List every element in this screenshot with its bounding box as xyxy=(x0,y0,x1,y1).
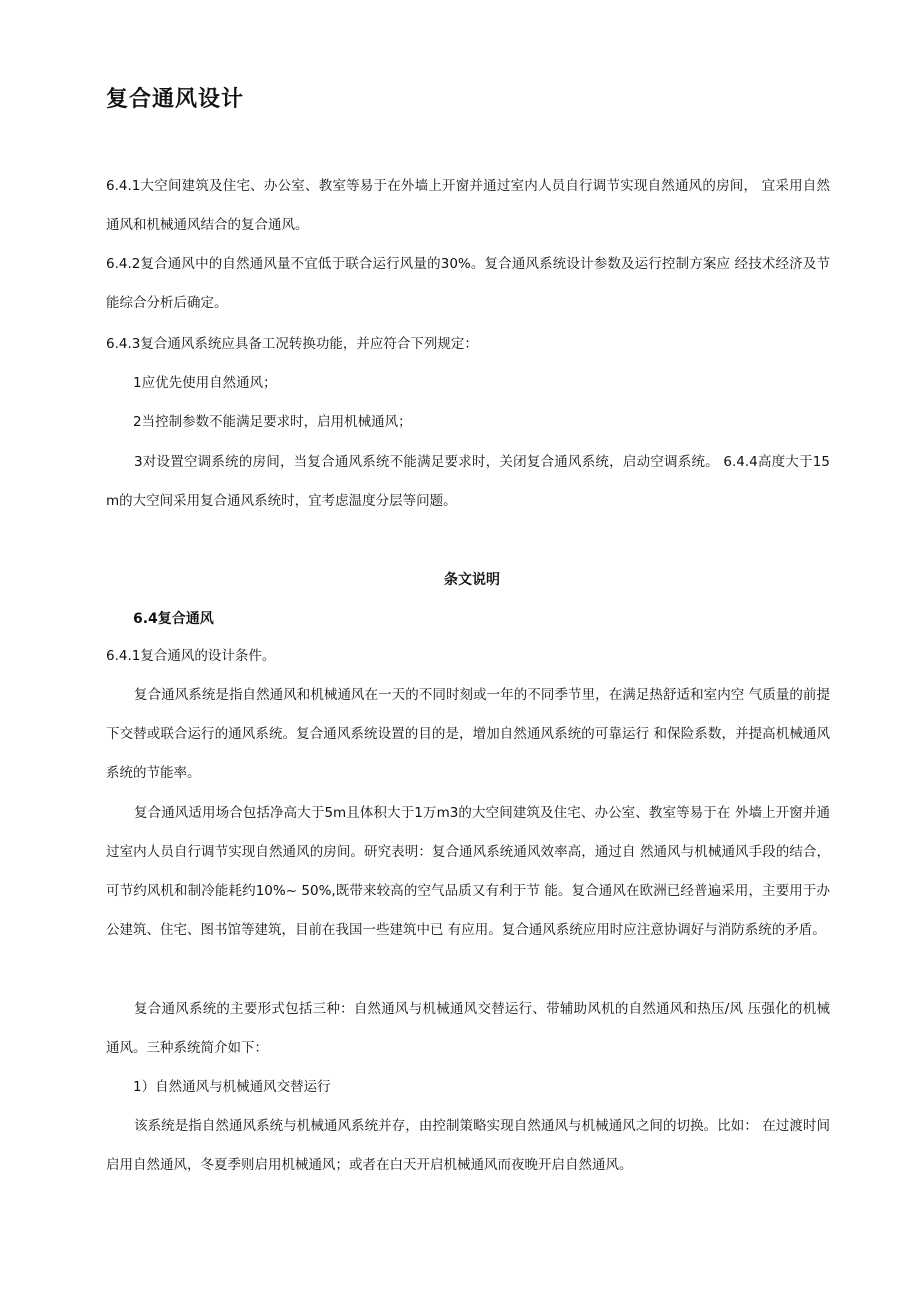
explanation-heading: 条文说明 xyxy=(444,572,500,588)
explanation-paragraph-4: 该系统是指自然通风系统与机械通风系统并存，由控制策略实现自然通风与机械通风之间的切换。比如： 在过渡时间启用自然通风，冬夏季则启用机械通风；或者在白天开启机械通风而夜晚开启自然通风。 xyxy=(106,1118,830,1173)
explanation-6-4-1: 6.4.1复合通风的设计条件。 xyxy=(106,648,276,664)
clause-6-4-1: 6.4.1大空间建筑及住宅、办公室、教室等易于在外墙上开窗并通过室内人员自行调节实现自然通风的房间， 宜采用自然通风和机械通风结合的复合通风。 xyxy=(106,178,830,233)
explanation-paragraph-3: 复合通风系统的主要形式包括三种：自然通风与机械通风交替运行、带辅助风机的自然通风和热压/风 压强化的机械通风。三种系统简介如下： xyxy=(106,1001,830,1056)
page-title: 复合通风设计 xyxy=(106,87,245,112)
explanation-paragraph-2: 复合通风适用场合包括净高大于5m且体积大于1万m3的大空间建筑及住宅、办公室、教室等易于在 外墙上开窗并通过室内人员自行调节实现自然通风的房间。研究表明：复合通风系统通风效率高，通过自 然通风与机械通风手段的结合，可节约风机和制冷能耗约10%~ 50%,既带来较高的空气品质又有利于节 能。复合通风在欧洲已经普遍采用，主要用于办公建筑、住宅、图书馆等建筑，目前在我国一些建筑中已 有应用。复合通风系统应用时应注意协调好与消防系统的矛盾。 xyxy=(106,805,830,938)
section-heading: 6.4复合通风 xyxy=(133,611,214,627)
explanation-paragraph-1: 复合通风系统是指自然通风和机械通风在一天的不同时刻或一年的不同季节里，在满足热舒适和室内空 气质量的前提下交替或联合运行的通风系统。复合通风系统设置的目的是，增加自然通风系统的可靠运行 和保险系数，并提高机械通风系统的节能率。 xyxy=(106,687,830,781)
clause-6-4-3-item-1: 1应优先使用自然通风； xyxy=(133,375,277,391)
clause-6-4-3: 6.4.3复合通风系统应具备工况转换功能，并应符合下列规定： xyxy=(106,336,478,352)
clause-6-4-3-item-3: 3对设置空调系统的房间，当复合通风系统不能满足要求时，关闭复合通风系统，启动空调系统。 6.4.4高度大于15m的大空间采用复合通风系统时，宜考虑温度分层等问题。 xyxy=(106,454,830,509)
explanation-list-item-1: 1）自然通风与机械通风交替运行 xyxy=(133,1079,331,1095)
clause-6-4-2: 6.4.2复合通风中的自然通风量不宜低于联合运行风量的30%。复合通风系统设计参数及运行控制方案应 经技术经济及节能综合分析后确定。 xyxy=(106,256,830,311)
clause-6-4-3-item-2: 2当控制参数不能满足要求时，启用机械通风； xyxy=(133,414,412,430)
